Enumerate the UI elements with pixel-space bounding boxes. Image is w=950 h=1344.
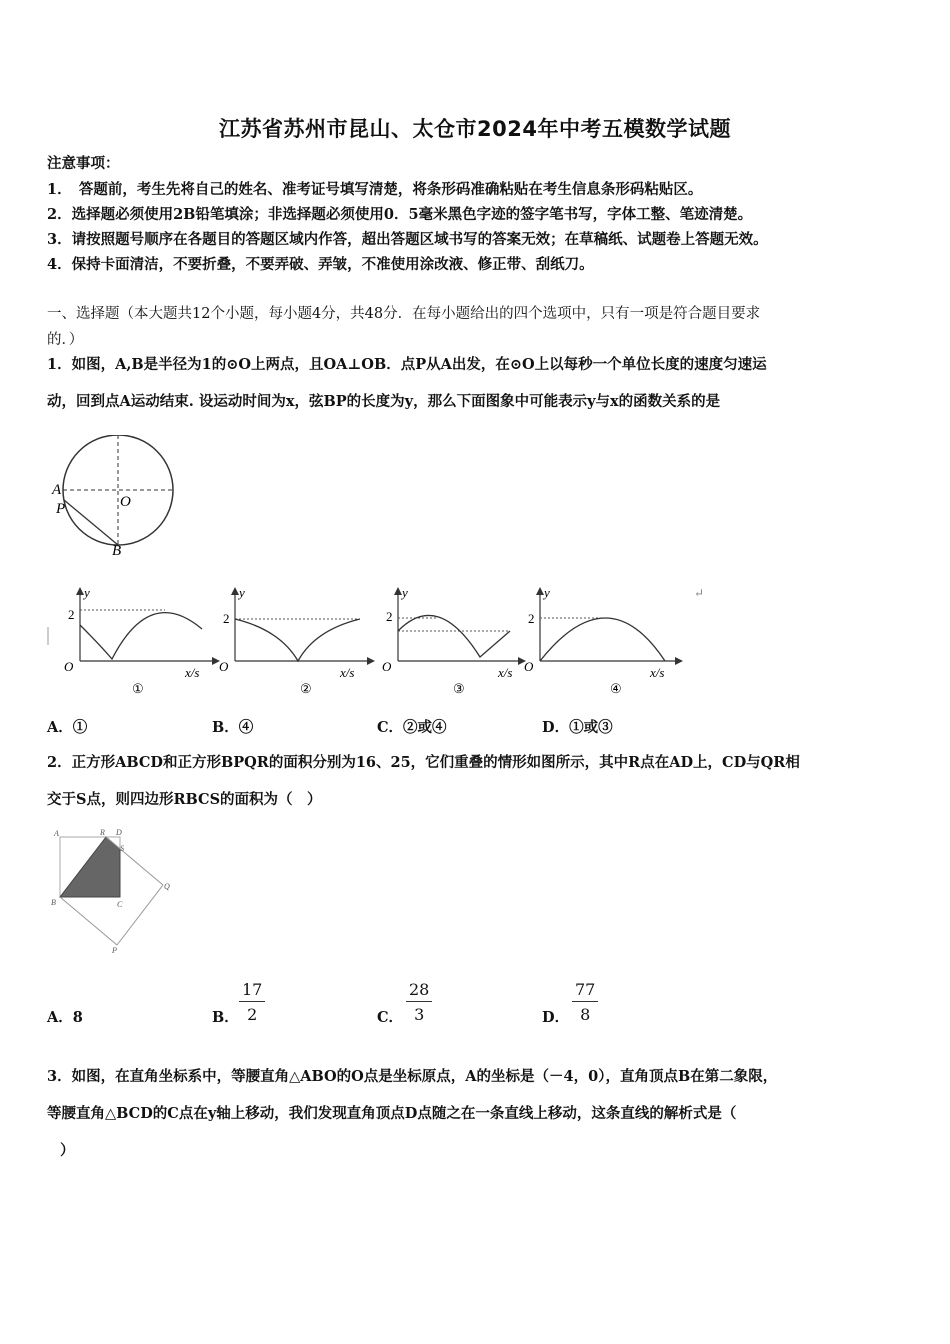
q1-circle-figure [48,435,188,560]
svg-text:③: ③ [453,681,465,696]
section-heading-cont: 的．） [47,332,84,348]
svg-text:①: ① [132,681,144,696]
svg-text:x/s: x/s [498,665,513,680]
svg-text:②: ② [300,681,312,696]
svg-text:D: D [116,828,122,837]
svg-text:2: 2 [223,611,230,626]
choice-d[interactable]: D． [542,1009,570,1026]
svg-text:y: y [239,585,245,600]
question-1-line: 1．如图，A,B是半径为1的⊙O上两点，且OA⊥OB．点P从A出发，在⊙O上以每秒一个单位长度的速度匀速运 [47,356,767,373]
q2-squares-figure [48,825,178,955]
svg-text:↵: ↵ [694,586,705,600]
choice-c[interactable]: C．②或④ [377,719,447,736]
page-title: 江苏省苏州市昆山、太仓市2024年中考五模数学试题 [219,117,731,141]
svg-text:y: y [84,585,90,600]
svg-text:2: 2 [386,609,393,624]
choice-b[interactable]: B．④ [212,719,254,736]
svg-text:y: y [544,585,550,600]
choice-a[interactable]: A．① [47,719,88,736]
choice-d[interactable]: D．①或③ [542,719,613,736]
svg-text:2: 2 [528,611,535,626]
notice-heading: 注意事项： [47,155,120,172]
svg-text:x/s: x/s [340,665,355,680]
section-heading: 一、选择题（本大题共12个小题，每小题4分，共48分．在每小题给出的四个选项中，只有一项是符合题目要求 [47,306,761,322]
question-2-line: 2．正方形ABCD和正方形BPQR的面积分别为16、25，它们重叠的情形如图所示，其中R点在AD上，CD与QR相 [47,754,800,771]
svg-text:O: O [524,659,534,674]
svg-text:O: O [219,659,229,674]
svg-text:O: O [382,659,392,674]
notice-item: 1． 答题前，考生先将自己的姓名、准考证号填写清楚，将条形码准确粘贴在考生信息条形码粘贴区。 [47,181,703,198]
question-2-line: 交于S点，则四边形RBCS的面积为（ ） [47,791,322,808]
point-label: O [120,494,131,510]
svg-text:x/s: x/s [185,665,200,680]
point-label: P [56,501,66,517]
svg-text:2: 2 [68,607,75,622]
q1-function-graphs [40,585,740,700]
choice-b[interactable]: B． [212,1009,239,1026]
svg-text:x/s: x/s [650,665,665,680]
svg-text:④: ④ [610,681,622,696]
fraction: $\frac{17}{2}$ [239,980,265,1024]
notice-item: 2．选择题必须使用2B铅笔填涂；非选择题必须使用0．5毫米黑色字迹的签字笔书写，字体工整、笔迹清楚。 [47,206,753,223]
question-1-line: 动，回到点A运动结束. 设运动时间为x，弦BP的长度为y，那么下面图象中可能表示y与x的函数关系的是 [47,393,721,410]
svg-text:B: B [51,898,56,907]
graph-4 [524,585,683,696]
svg-text:S: S [120,844,124,853]
point-label: A [52,482,62,498]
notice-item: 4．保持卡面清洁，不要折叠，不要弄破、弄皱，不准使用涂改液、修正带、刮纸刀。 [47,256,594,273]
question-3-line: 等腰直角△BCD的C点在y轴上移动，我们发现直角顶点D点随之在一条直线上移动，这条直线的解析式是（ [47,1105,737,1122]
svg-text:R: R [100,828,105,837]
graph-2 [219,585,375,696]
svg-text:Q: Q [164,882,170,891]
fraction: $\frac{28}{3}$ [406,980,432,1024]
choice-c[interactable]: C． [377,1009,404,1026]
point-label: B [112,543,122,559]
notice-item: 3．请按照题号顺序在各题目的答题区域内作答，超出答题区域书写的答案无效；在草稿纸、试题卷上答题无效。 [47,231,768,248]
question-3-line: 3．如图，在直角坐标系中，等腰直角△ABO的O点是坐标原点，A的坐标是（－4，0），直角顶点B在第二象限， [47,1068,778,1085]
svg-text:P: P [112,946,117,955]
svg-text:A: A [54,829,59,838]
graph-3 [382,585,526,696]
question-3-line: ） [60,1142,75,1159]
svg-text:O: O [64,659,74,674]
svg-text:C: C [117,900,123,909]
graph-1 [48,585,220,696]
choice-a[interactable]: A．8 [47,1009,83,1026]
svg-text:y: y [402,585,408,600]
fraction: $\frac{77}{8}$ [572,980,598,1024]
